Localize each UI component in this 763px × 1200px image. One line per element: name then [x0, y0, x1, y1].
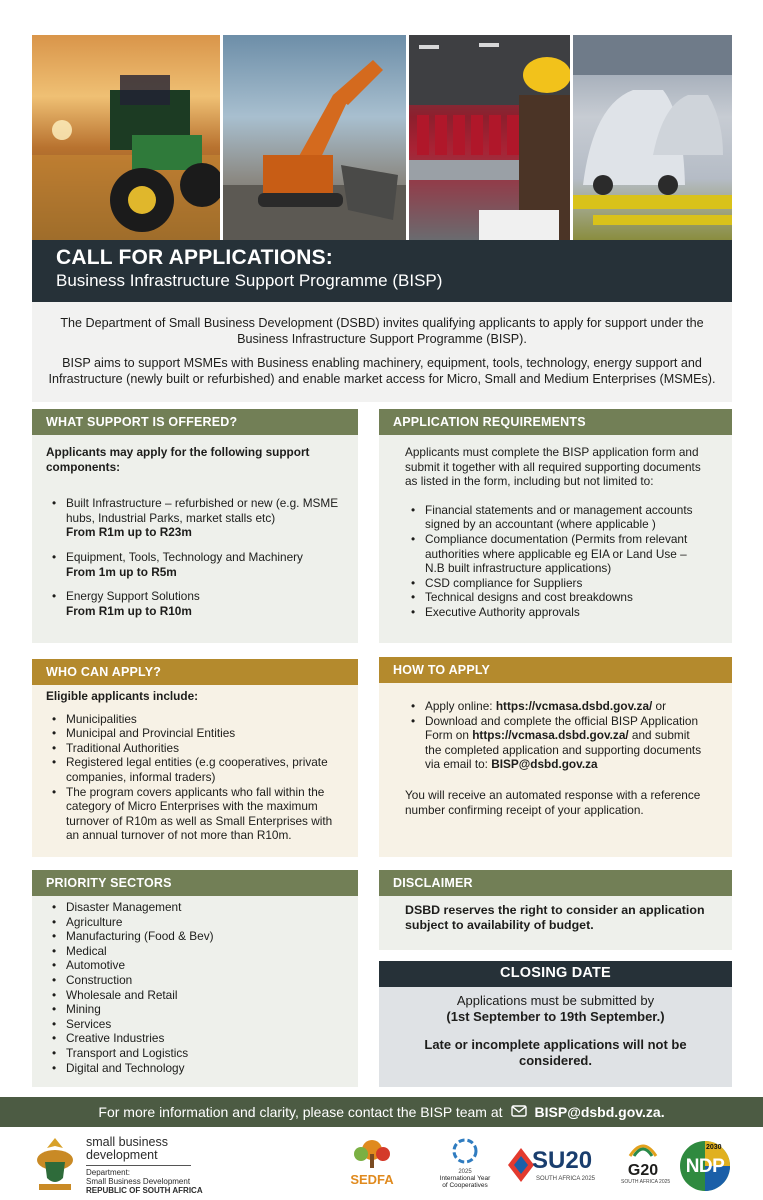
who-item: • Registered legal entities (e.g cooperatives, private companies, informal traders): [66, 755, 344, 784]
support-lead: Applicants may apply for the following support components:: [46, 445, 310, 474]
requirement-item: • Technical designs and cost breakdowns: [425, 590, 706, 605]
who-item: • The program covers applicants who fall within the category of Micro Enterprises with the maximum turnover of R10m as well as Small Enterprises with an annual turnover of not more than R10m.: [66, 785, 344, 843]
contact-band: [0, 1097, 763, 1127]
dsbd-logo: small business development Department: Small Business Development REPUBLIC OF SOUTH AFRICA: [86, 1135, 203, 1195]
who-heading: WHO CAN APPLY?: [32, 659, 358, 685]
mail-icon: [511, 1104, 527, 1120]
sectors-heading: PRIORITY SECTORS: [32, 870, 358, 896]
sedfa-logo: SEDFA: [338, 1138, 406, 1186]
bisp-email-link[interactable]: BISP@dsbd.gov.za: [491, 757, 598, 772]
requirements-heading: APPLICATION REQUIREMENTS: [379, 409, 732, 435]
partner-logos: small business development Department: Small Business Development REPUBLIC OF SOUTH AFRICA SEDFA 2025 International Year of Cooperatives SU20 SOUTH AFRICA 2025 G20 SOUTH AFRICA 2025 2030 NDP: [0, 1130, 763, 1200]
sector-item: • Services: [66, 1017, 344, 1032]
closing-line: Applications must be submitted by: [456, 993, 655, 1008]
disclaimer-text: DSBD reserves the right to consider an application subject to availability of budget.: [379, 896, 732, 950]
sector-item: • Disaster Management: [66, 900, 344, 915]
hero-photo-strip: [32, 35, 732, 240]
how-note: You will receive an automated response with a reference number confirming receipt of your application.: [405, 787, 701, 817]
support-item: • Built Infrastructure – refurbished or new (e.g. MSME hubs, Industrial Parks, market stalls etc) From R1m up to R23m: [66, 496, 344, 540]
sector-item: • Construction: [66, 973, 344, 988]
requirement-item: • Financial statements and or management accounts signed by an accountant (where applicable ): [425, 503, 706, 532]
disclaimer-heading: DISCLAIMER: [379, 870, 732, 896]
sector-item: • Medical: [66, 944, 344, 959]
vcmasa-link[interactable]: https://vcmasa.dsbd.gov.za/: [472, 728, 629, 743]
sector-item: • Agriculture: [66, 915, 344, 930]
support-item: • Energy Support Solutions From R1m up to R10m: [66, 589, 344, 618]
tractor-photo: [32, 35, 220, 240]
sector-item: • Mining: [66, 1002, 344, 1017]
support-heading: WHAT SUPPORT IS OFFERED?: [32, 409, 358, 435]
g20-logo: G20 SOUTH AFRICA 2025: [621, 1140, 665, 1185]
title-band: [32, 240, 732, 302]
sector-item: • Manufacturing (Food & Bev): [66, 929, 344, 944]
who-panel: [32, 659, 358, 857]
intro-paragraph-2: BISP aims to support MSMEs with Business enabling machinery, equipment, tools, technology, energy support and Infrastructure (newly built or refurbished) and enable market access for Micro, Small and Medium Enterprises (MSMEs).: [48, 356, 716, 386]
coat-of-arms-logo: [33, 1136, 77, 1199]
factory-bottling-photo: [409, 35, 570, 240]
who-lead: Eligible applicants include:: [46, 689, 199, 703]
support-item: • Equipment, Tools, Technology and Machinery From 1m up to R5m: [66, 550, 344, 579]
contact-text: For more information and clarity, please contact the BISP team at: [98, 1104, 503, 1120]
who-item: • Traditional Authorities: [66, 741, 344, 756]
sectors-panel: [32, 870, 358, 1087]
closing-panel: [379, 961, 732, 1087]
requirements-panel: [379, 409, 732, 643]
sector-item: • Digital and Technology: [66, 1061, 344, 1076]
sector-item: • Automotive: [66, 958, 344, 973]
ndp-2030-logo: 2030 NDP: [678, 1140, 732, 1192]
page-subtitle: Business Infrastructure Support Programme (BISP): [56, 271, 443, 290]
support-panel: [32, 409, 358, 643]
vcmasa-link[interactable]: https://vcmasa.dsbd.gov.za/: [495, 699, 653, 713]
intro-section: [32, 302, 732, 402]
requirements-lead: Applicants must complete the BISP application form and submit it together with all required supporting documents as listed in the form, including but not limited to:: [405, 445, 701, 489]
car-assembly-photo: [573, 35, 732, 240]
closing-dates: (1st September to 19th September.): [446, 1009, 665, 1024]
coop-year-logo: 2025 International Year of Cooperatives: [436, 1138, 494, 1189]
who-item: • Municipal and Provincial Entities: [66, 726, 344, 741]
intro-paragraph-1: The Department of Small Business Development (DSBD) invites qualifying applicants to apply for support under the Business Infrastructure Support Programme (BISP).: [60, 316, 704, 346]
page-title: CALL FOR APPLICATIONS:: [56, 246, 334, 269]
disclaimer-panel: [379, 870, 732, 950]
excavator-photo: [223, 35, 406, 240]
contact-email-link[interactable]: BISP@dsbd.gov.za.: [534, 1104, 665, 1120]
closing-heading: CLOSING DATE: [379, 961, 732, 987]
how-item-online: • Apply online: https://vcmasa.dsbd.gov.za/ or: [425, 699, 706, 714]
how-panel: [379, 657, 732, 857]
sector-item: • Creative Industries: [66, 1031, 344, 1046]
sector-item: • Transport and Logistics: [66, 1046, 344, 1061]
how-heading: HOW TO APPLY: [379, 657, 732, 683]
requirement-item: • CSD compliance for Suppliers: [425, 576, 706, 591]
requirement-item: • Compliance documentation (Permits from relevant authorities where applicable eg EIA or Land Use – N.B built infrastructure applications): [425, 532, 706, 576]
closing-late-note: Late or incomplete applications will not be considered.: [424, 1037, 687, 1068]
who-item: • Municipalities: [66, 712, 344, 727]
sector-item: • Wholesale and Retail: [66, 988, 344, 1003]
how-item-download: • Download and complete the official BISP Application Form on https://vcmasa.dsbd.gov.za/ and submit the completed application and supporting documents via email to: BISP@dsbd.gov.za: [425, 714, 706, 772]
requirement-item: • Executive Authority approvals: [425, 605, 706, 620]
